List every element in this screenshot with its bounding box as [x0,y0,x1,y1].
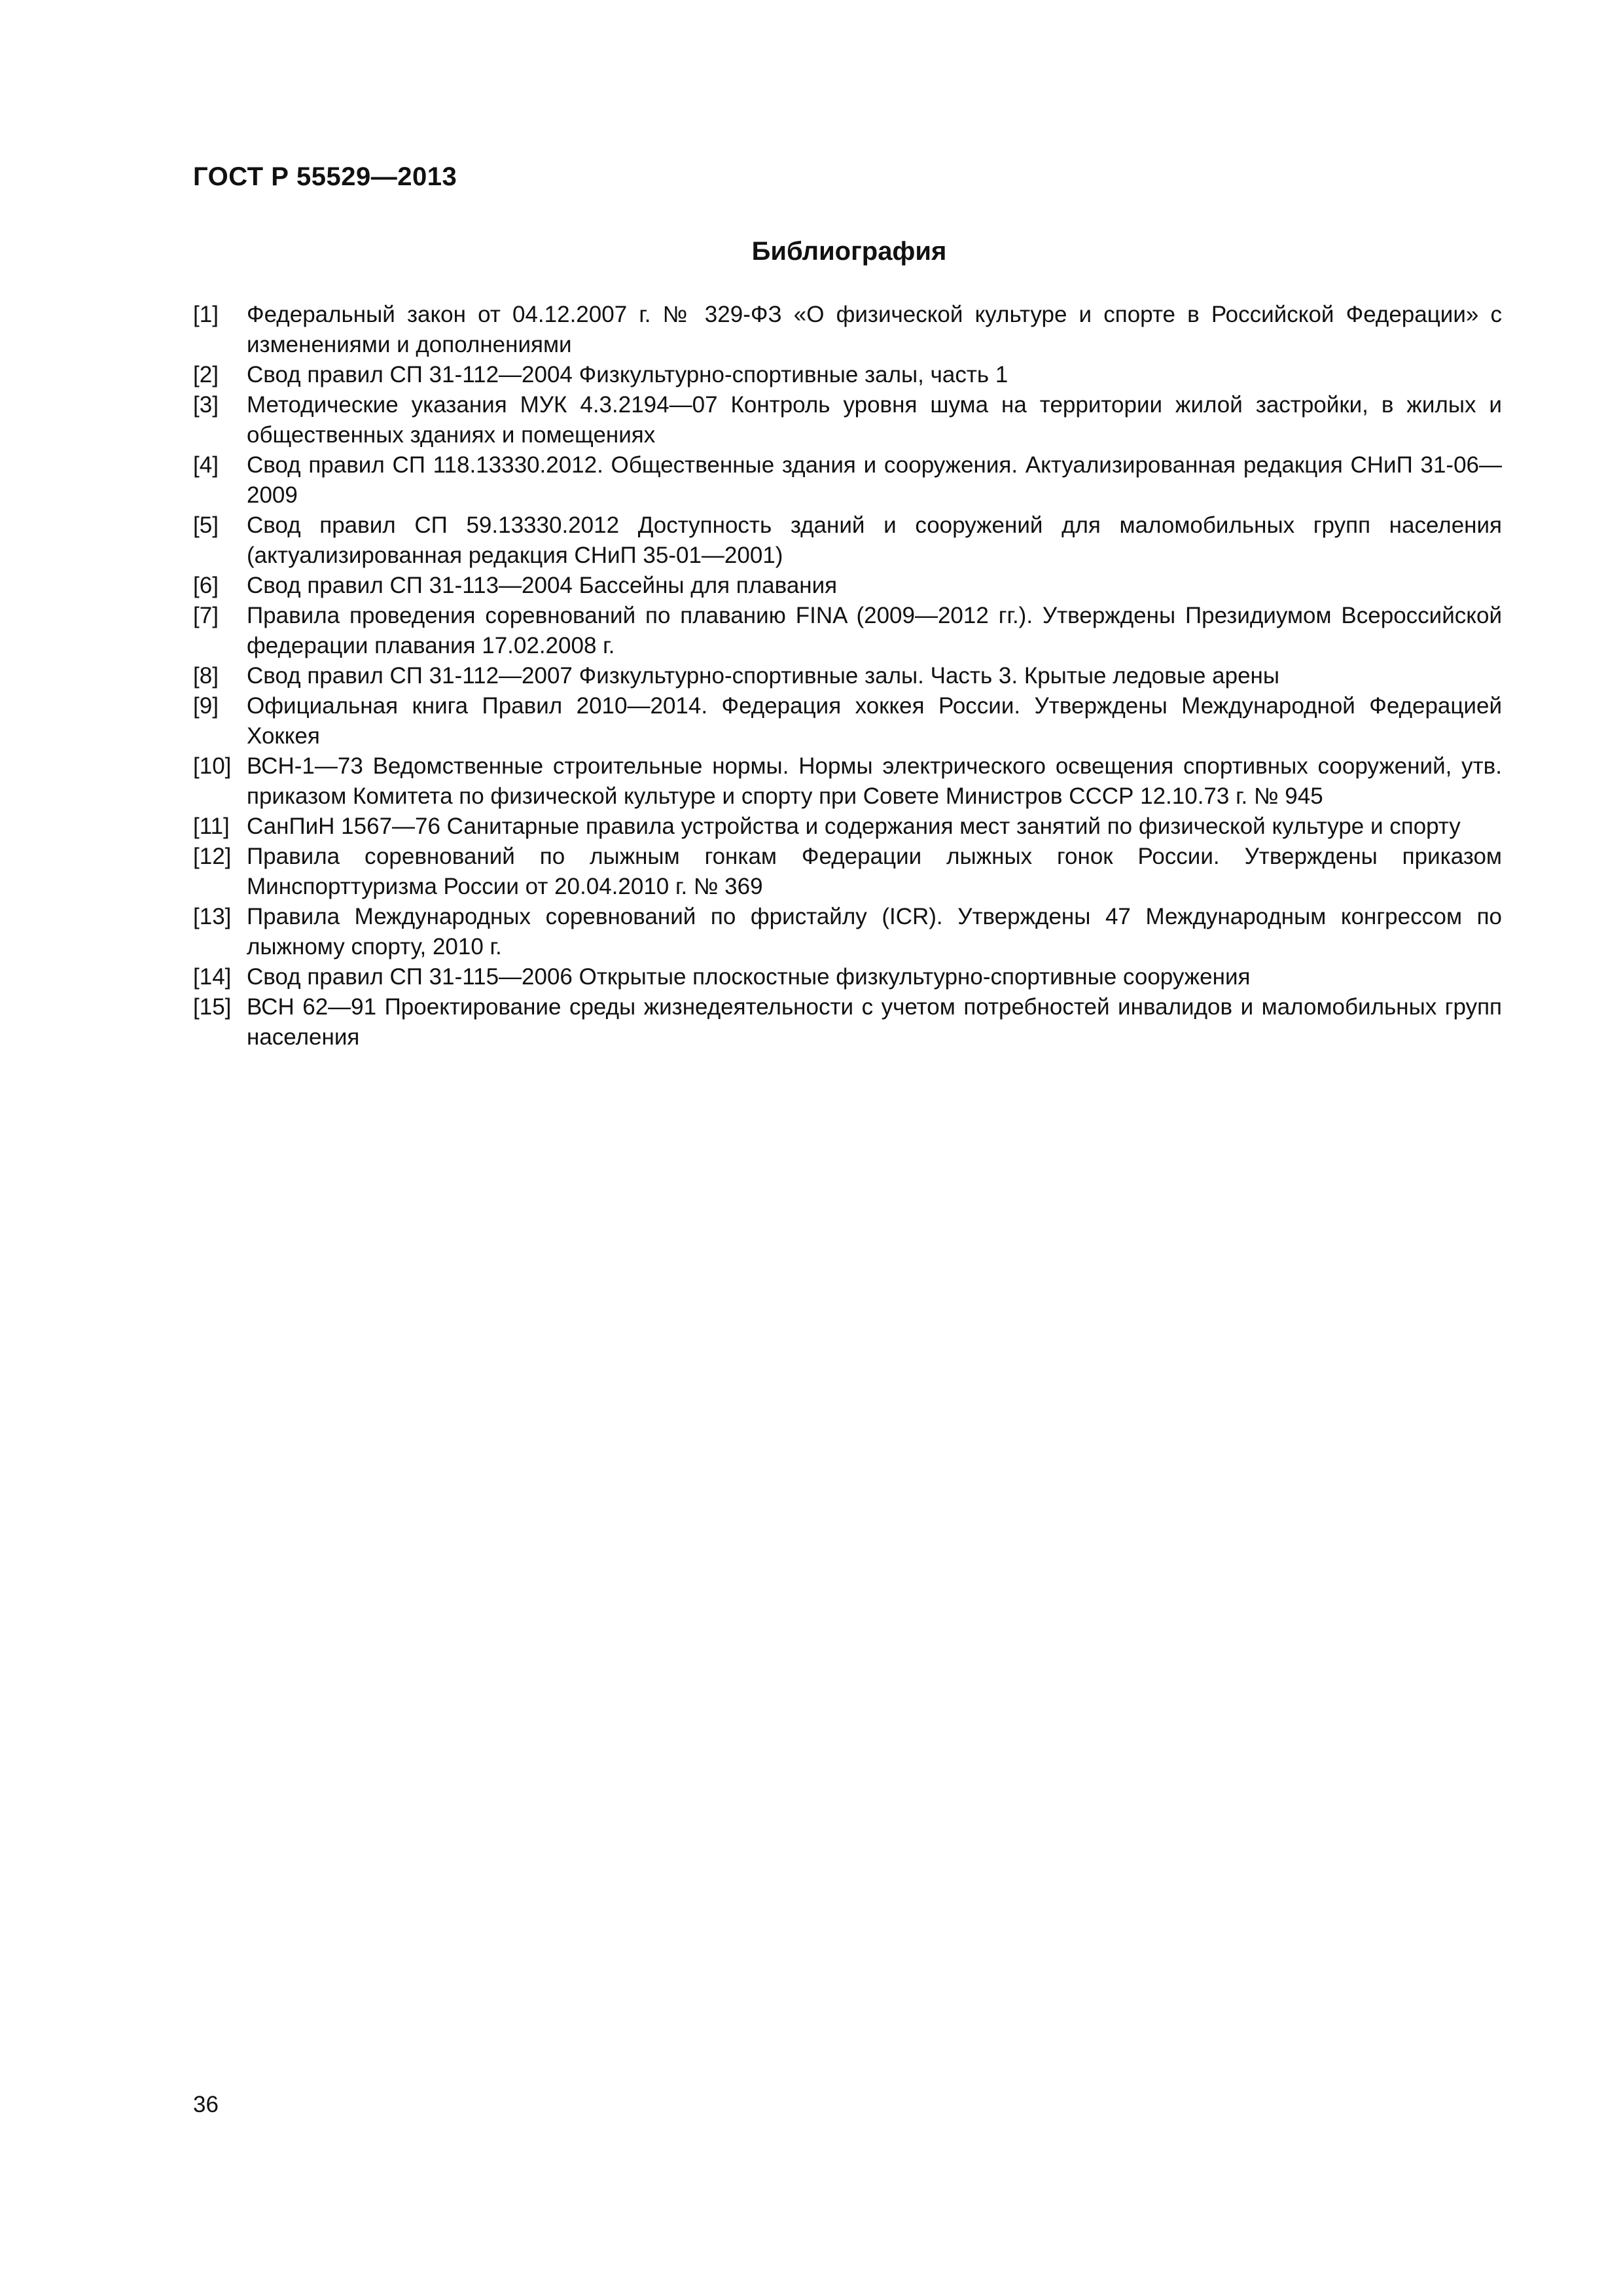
bibliography-number: [1] [193,302,219,327]
bibliography-item [193,691,1502,751]
bibliography-item [193,360,1502,390]
bibliography-text: Федеральный закон от 04.12.2007 г. № 329-ФЗ «О физической культуре и спорте в Российской Федерации» с изменениями и дополнениями [247,302,1502,357]
bibliography-item [193,992,1502,1052]
document-code: ГОСТ Р 55529—2013 [193,162,457,191]
bibliography-item [193,842,1502,902]
bibliography-text: Свод правил СП 59.13330.2012 Доступность зданий и сооружений для маломобильных групп населения (актуализированная редакция СНиП 35-01—2001) [247,512,1502,568]
bibliography-text: Официальная книга Правил 2010—2014. Федерация хоккея России. Утверждены Международной Федерацией Хоккея [247,693,1502,749]
bibliography-text: Правила Международных соревнований по фристайлу (ICR). Утверждены 47 Международным конгрессом по лыжному спорту, 2010 г. [247,904,1502,960]
bibliography-number: [15] [193,994,232,1020]
bibliography-text: ВСН-1—73 Ведомственные строительные нормы. Нормы электрического освещения спортивных сооружений, утв. приказом Комитета по физической культуре и спорту при Совете Министров СССР 12.10.73 г. № 945 [247,753,1502,809]
bibliography-item [193,751,1502,812]
bibliography-item [193,601,1502,661]
bibliography-item [193,571,1502,601]
bibliography-text: Свод правил СП 31-113—2004 Бассейны для плавания [247,573,838,598]
bibliography-text: Свод правил СП 31-112—2004 Физкультурно-спортивные залы, часть 1 [247,362,1008,387]
bibliography-number: [11] [193,814,230,839]
bibliography-number: [5] [193,512,219,538]
bibliography-item [193,390,1502,450]
bibliography-item [193,300,1502,360]
bibliography-item [193,962,1502,992]
bibliography-text: Свод правил СП 31-112—2007 Физкультурно-спортивные залы. Часть 3. Крытые ледовые арены [247,663,1280,689]
bibliography-number: [14] [193,964,232,990]
bibliography-item [193,812,1502,842]
bibliography-text: Свод правил СП 118.13330.2012. Общественные здания и сооружения. Актуализированная редакция СНиП 31-06—2009 [247,452,1502,508]
bibliography-number: [6] [193,573,219,598]
bibliography-text: Правила проведения соревнований по плаванию FINA (2009—2012 гг.). Утверждены Президиумом Всероссийской федерации плавания 17.02.2008 г. [247,603,1502,658]
bibliography-text: Правила соревнований по лыжным гонкам Федерации лыжных гонок России. Утверждены приказом Минспорттуризма России от 20.04.2010 г. № 369 [247,844,1502,899]
bibliography-text: СанПиН 1567—76 Санитарные правила устройства и содержания мест занятий по физической культуре и спорту [247,814,1461,839]
bibliography-number: [3] [193,392,219,418]
section-title: Библиография [751,237,947,266]
bibliography-text: Свод правил СП 31-115—2006 Открытые плоскостные физкультурно-спортивные сооружения [247,964,1251,990]
bibliography-number: [8] [193,663,219,689]
bibliography-text: ВСН 62—91 Проектирование среды жизнедеятельности с учетом потребностей инвалидов и маломобильных групп населения [247,994,1502,1050]
bibliography-item [193,902,1502,962]
bibliography-item [193,511,1502,571]
bibliography-list [193,300,1502,1052]
bibliography-text: Методические указания МУК 4.3.2194—07 Контроль уровня шума на территории жилой застройки, в жилых и общественных зданиях и помещениях [247,392,1502,448]
bibliography-number: [10] [193,753,232,779]
bibliography-number: [12] [193,844,232,869]
page-number: 36 [193,2092,219,2117]
bibliography-number: [4] [193,452,219,478]
bibliography-item [193,661,1502,691]
bibliography-number: [7] [193,603,219,628]
bibliography-item [193,450,1502,511]
bibliography-number: [13] [193,904,232,929]
bibliography-number: [2] [193,362,219,387]
bibliography-number: [9] [193,693,219,719]
